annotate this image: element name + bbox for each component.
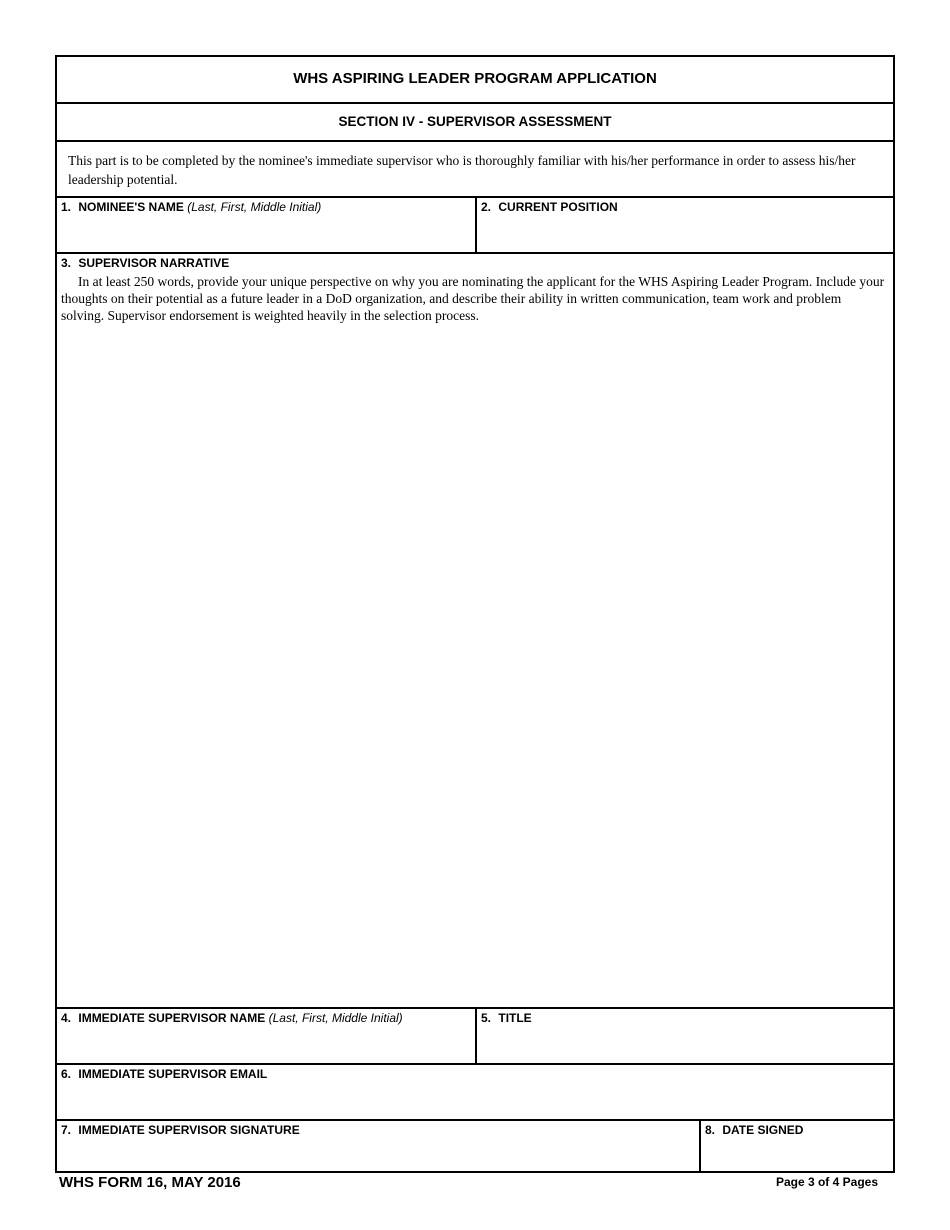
field-number: 6. (61, 1067, 72, 1081)
nominee-name-cell (57, 198, 477, 252)
date-signed-label (701, 1121, 893, 1137)
nominee-name-field[interactable] (61, 223, 471, 249)
section-title: SECTION IV - SUPERVISOR ASSESSMENT (338, 114, 612, 129)
field-label: TITLE (498, 1011, 532, 1025)
narrative-row (57, 254, 893, 1009)
field-number: 1. (61, 200, 72, 214)
title-label (477, 1009, 893, 1025)
field-number: 5. (481, 1011, 492, 1025)
title-field[interactable] (481, 1034, 889, 1060)
current-position-field[interactable] (481, 223, 889, 249)
supervisor-email-label (57, 1065, 893, 1081)
current-position-label (477, 198, 893, 214)
page-number: Page 3 of 4 Pages (775, 1175, 878, 1189)
field-hint: (Last, First, Middle Initial) (187, 200, 322, 214)
narrative-label (57, 254, 893, 270)
field-label: CURRENT POSITION (498, 200, 618, 214)
signature-label (57, 1121, 699, 1137)
current-position-cell (477, 198, 893, 252)
intro-row (57, 142, 893, 198)
nominee-name-label (57, 198, 475, 214)
field-number: 8. (705, 1123, 716, 1137)
nominee-row (57, 198, 893, 254)
title-cell (477, 1009, 893, 1063)
signature-row (57, 1121, 893, 1171)
date-signed-field[interactable] (705, 1142, 889, 1168)
form-title-row (57, 57, 893, 104)
supervisor-name-field[interactable] (61, 1034, 471, 1060)
supervisor-name-label (57, 1009, 475, 1025)
form-title: WHS ASPIRING LEADER PROGRAM APPLICATION (293, 70, 657, 87)
field-label: NOMINEE'S NAME (78, 200, 184, 214)
field-hint: (Last, First, Middle Initial) (268, 1011, 403, 1025)
application-form (55, 55, 895, 1173)
field-number: 2. (481, 200, 492, 214)
narrative-instructions: In at least 250 words, provide your unique perspective on why you are nominating the applicant for the WHS Aspiring Leader Program. Include your thoughts on their potential as a future leader in a DoD organization, and describe their ability in written communication, team work and problem solving. Supervisor endorsement is weighted heavily in the selection process. (61, 274, 885, 323)
field-label: IMMEDIATE SUPERVISOR NAME (78, 1011, 266, 1025)
signature-field[interactable] (61, 1142, 695, 1168)
email-row (57, 1065, 893, 1121)
field-number: 7. (61, 1123, 72, 1137)
form-id: WHS FORM 16, MAY 2016 (59, 1174, 241, 1191)
date-signed-cell (701, 1121, 893, 1171)
field-label: IMMEDIATE SUPERVISOR SIGNATURE (78, 1123, 300, 1137)
field-number: 3. (61, 256, 72, 270)
field-label: DATE SIGNED (722, 1123, 804, 1137)
narrative-text-area[interactable] (61, 330, 889, 1003)
field-label: SUPERVISOR NARRATIVE (78, 256, 230, 270)
intro-text: This part is to be completed by the nominee's immediate supervisor who is thoroughly familiar with his/her performance in order to assess his/her leadership potential. (68, 153, 856, 187)
field-number: 4. (61, 1011, 72, 1025)
supervisor-name-cell (57, 1009, 477, 1063)
supervisor-email-field[interactable] (61, 1090, 889, 1116)
supervisor-row (57, 1009, 893, 1065)
section-title-row (57, 104, 893, 142)
field-label: IMMEDIATE SUPERVISOR EMAIL (78, 1067, 268, 1081)
signature-cell (57, 1121, 701, 1171)
